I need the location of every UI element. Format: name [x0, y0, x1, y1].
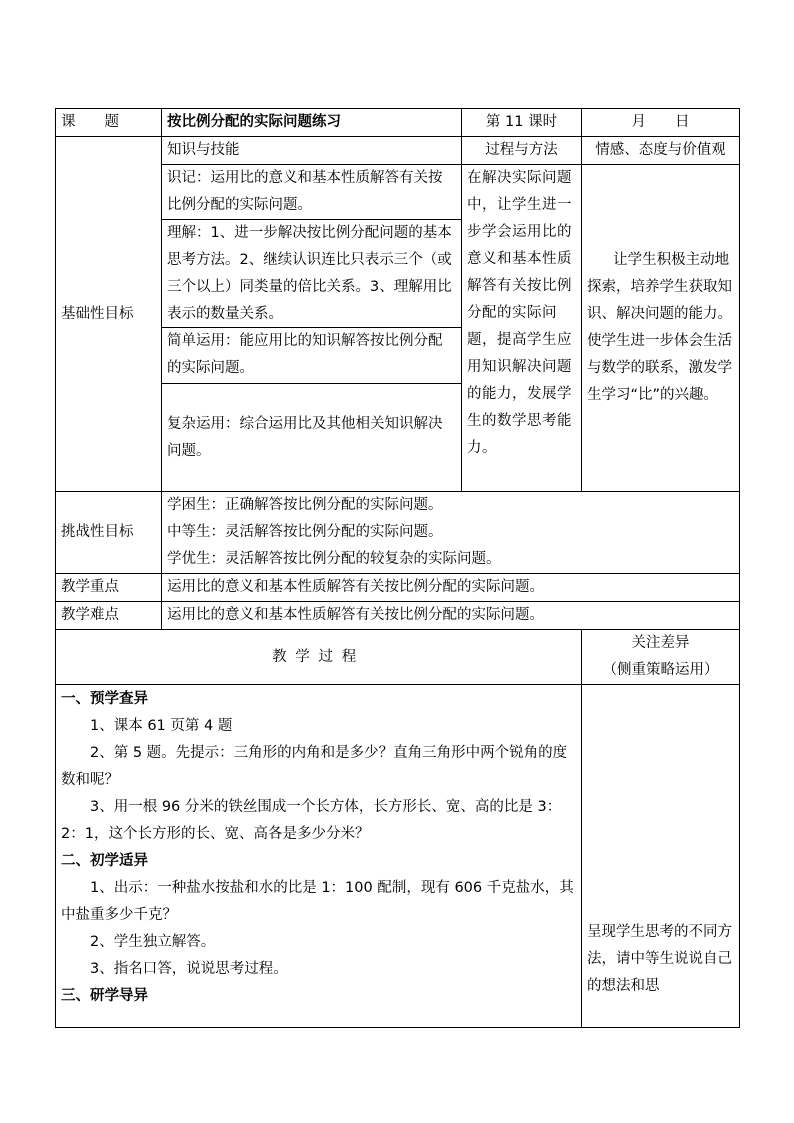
challenge-row [56, 492, 740, 574]
key-point-label: 教学重点 [56, 574, 162, 602]
knowledge-skills-header: 知识与技能 [162, 137, 462, 165]
key-point-text: 运用比的意义和基本性质解答有关按比例分配的实际问题。 [162, 574, 740, 602]
basic-objective-label: 基础性目标 [56, 137, 162, 492]
knowledge-item: 识记：运用比的意义和基本性质解答有关按比例分配的实际问题。 [162, 165, 461, 220]
differentiation-title: 关注差异 [631, 635, 690, 651]
teaching-process-content [56, 685, 582, 1028]
lesson-plan [55, 108, 739, 1028]
lesson-number: 第 11 课时 [462, 109, 582, 137]
emotion-values-header: 情感、态度与价值观 [582, 137, 740, 165]
process-method-header: 过程与方法 [462, 137, 582, 165]
lesson-date: 月 日 [582, 109, 740, 137]
challenge-line: 学困生：正确解答按比例分配的实际问题。 [167, 497, 443, 513]
lesson-title: 按比例分配的实际问题练习 [162, 109, 462, 137]
objective-header-row [56, 137, 740, 165]
key-point-row [56, 574, 740, 602]
process-item: 3、用一根 96 分米的铁丝围成一个长方体，长方形长、宽、高的比是 3：2：1，这个长方形的长、宽、高各是多少分米？ [61, 799, 562, 842]
process-item: 1、出示：一种盐水按盐和水的比是 1：100 配制，现有 606 千克盐水，其中盐重多少千克？ [61, 880, 574, 923]
section-title: 二、初学适异 [61, 853, 148, 869]
challenge-label: 挑战性目标 [56, 492, 162, 574]
lesson-plan-table [55, 108, 740, 1028]
process-content-row [56, 685, 740, 1028]
process-item: 2、学生独立解答。 [90, 934, 216, 950]
emotion-values-text [582, 165, 740, 492]
challenge-line: 中等生：灵活解答按比例分配的实际问题。 [167, 524, 443, 540]
knowledge-item: 理解：1、进一步解决按比例分配问题的基本思考方法。2、继续认识连比只表示三个（或三个以上）同类量的倍比关系。3、理解用比表示的数量关系。 [162, 220, 461, 328]
process-header-row [56, 630, 740, 685]
header-row [56, 109, 740, 137]
differentiation-subtitle: （侧重策略运用） [602, 662, 719, 678]
differentiation-spacer [587, 685, 734, 919]
differentiation-note: 呈现学生思考的不同方法，请中等生说说自己的想法和思 [587, 924, 732, 994]
emotion-values-paragraph: 让学生积极主动地探索，培养学生获取知识、解决问题的能力。使学生进一步体会生活与数学的联系，激发学生学习“比”的兴趣。 [587, 252, 732, 403]
teaching-process-title [56, 630, 582, 685]
challenge-line: 学优生：灵活解答按比例分配的较复杂的实际问题。 [167, 551, 501, 567]
differentiation-content [582, 685, 740, 1028]
challenge-content [162, 492, 740, 574]
process-method-text: 在解决实际问题中，让学生进一步学会运用比的意义和基本性质解答有关按比例分配的实际问题，提高学生应用知识解决问题的能力，发展学生的数学思考能力。 [462, 165, 582, 492]
knowledge-item: 简单运用：能应用比的知识解答按比例分配的实际问题。 [162, 328, 461, 384]
teaching-process-title-text: 教学过程 [272, 648, 365, 665]
topic-label: 课 题 [56, 109, 162, 137]
process-item: 1、课本 61 页第 4 题 [90, 718, 233, 734]
knowledge-item [162, 384, 461, 491]
section-title: 一、预学查异 [61, 691, 148, 707]
section-title: 三、研学导异 [61, 988, 148, 1004]
process-item: 3、指名口答，说说思考过程。 [90, 961, 288, 977]
difficulty-text: 运用比的意义和基本性质解答有关按比例分配的实际问题。 [162, 602, 740, 630]
process-item: 2、第 5 题。先提示：三角形的内角和是多少？直角三角形中两个锐角的度数和呢？ [61, 745, 568, 788]
difficulty-row [56, 602, 740, 630]
knowledge-item-text: 复杂运用：综合运用比及其他相关知识解决问题。 [167, 416, 443, 459]
differentiation-header [582, 630, 740, 685]
difficulty-label: 教学难点 [56, 602, 162, 630]
knowledge-items [162, 165, 462, 492]
